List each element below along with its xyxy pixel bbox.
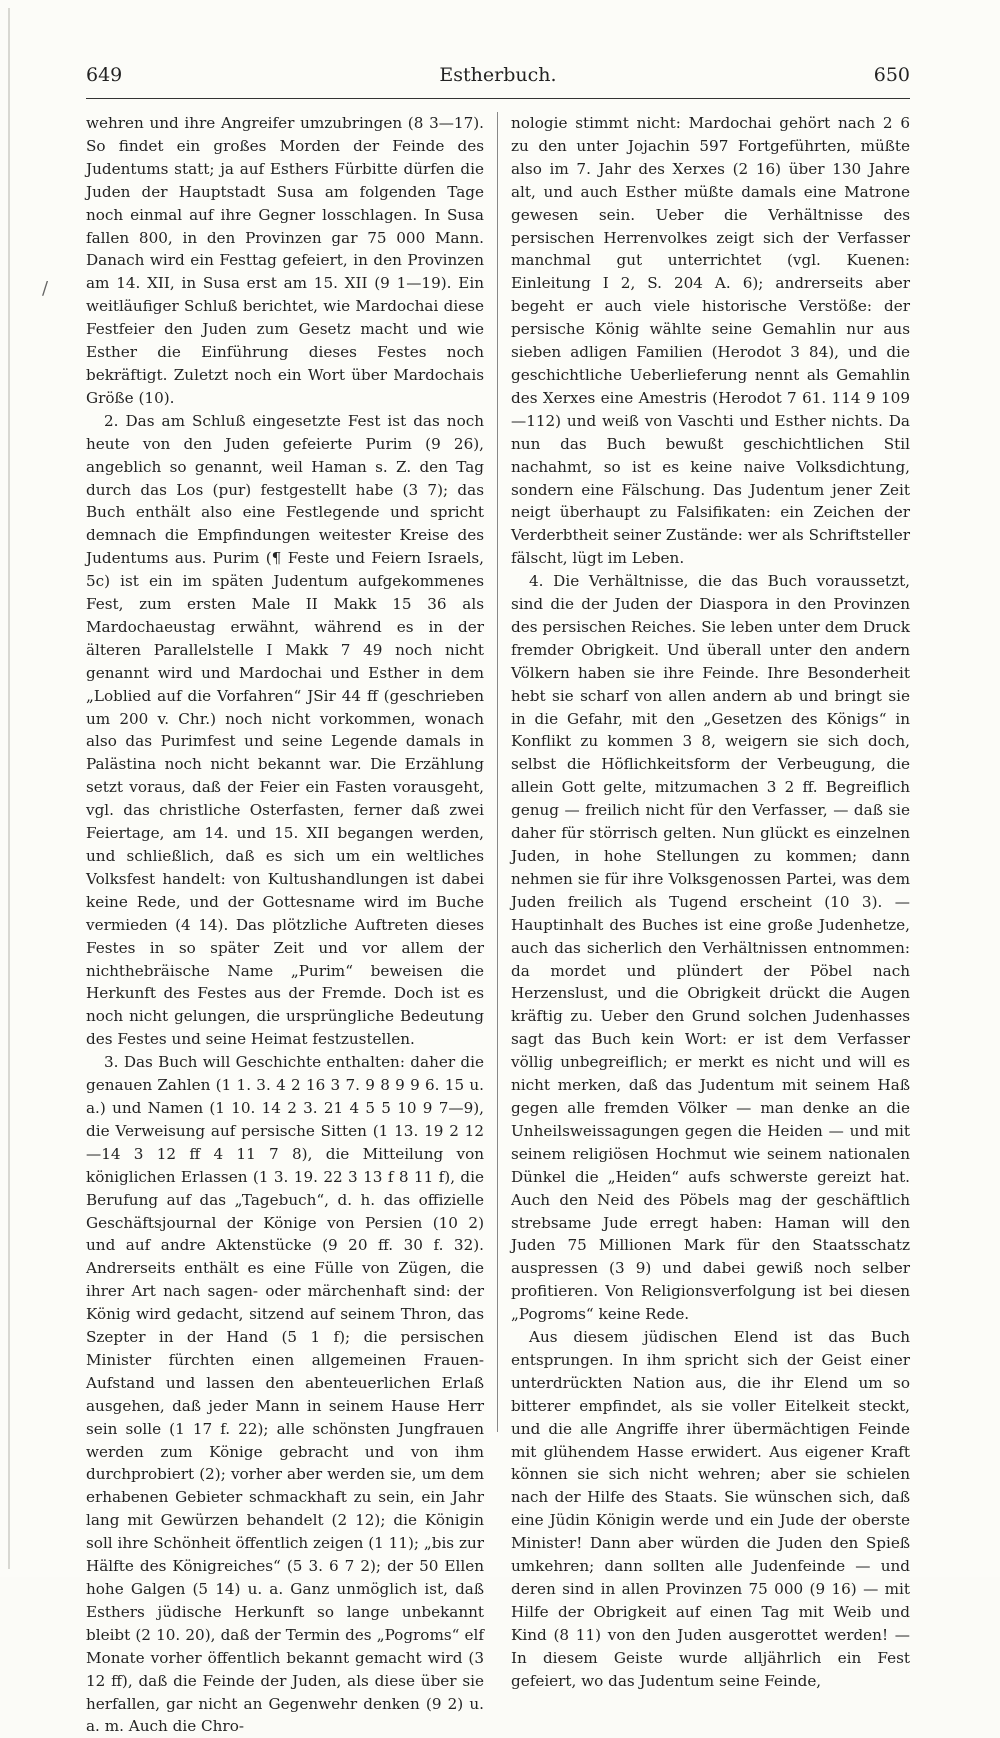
paragraph: wehren und ihre Angreifer umzubringen (8 3—17). So findet ein großes Morden der Feinde des Judentums statt; ja auf Esthers Fürbitte dürfen die Juden der Hauptstadt Susa am folgenden Tage noch einmal auf ihre Gegner losschlagen. In Susa fallen 800, in den Provinzen gar 75 000 Mann. Danach wird ein Festtag gefeiert, in den Provinzen am 14. XII, in Susa erst am 15. XII (9 1—19). Ein weitläufiger Schluß berichtet, wie Mardochai diese Festfeier den Juden zum Gesetz macht und wie Esther die Einführung dieses Festes noch bekräftigt. Zuletzt noch ein Wort über Mardochais Größe (10). — [86, 114, 484, 407]
paragraph: Aus diesem jüdischen Elend ist das Buch entsprungen. In ihm spricht sich der Geist einer unterdrückten Nation aus, die ihr Elend um so bitterer empfindet, als sie voller Eitelkeit steckt, und die alle Angriffe ihrer übermächtigen Feinde mit glühendem Hasse erwidert. Aus eigener Kraft können sie sich nicht wehren; aber sie schielen nach der Hilfe des Staats. Sie wünschen sich, daß eine Jüdin Königin werde und ein Jude der oberste Minister! Dann aber würden die Juden den Spieß umkehren; dann sollten alle Judenfeinde — und deren sind in allen Provinzen 75 000 (9 16) — mit Hilfe der Obrigkeit auf einen Tag mit Weib und Kind (8 11) von den Juden ausgerottet werden! — In diesem Geiste wurde alljährlich ein Fest gefeiert, wo das Judentum seine Feinde, — [511, 1328, 910, 1690]
page-number-right: 650 — [873, 64, 910, 86]
page-number-left: 649 — [86, 64, 123, 86]
paragraph: 2. Das am Schluß eingesetzte Fest ist das noch heute von den Juden gefeierte Purim (9 26), angeblich so genannt, weil Haman s. Z. den Tag durch das Los (pur) festgestellt habe (3 7); das Buch enthält also eine Festlegende und spricht demnach die Empfindungen weitester Kreise des Judentums aus. Purim (¶ Feste und Feiern Israels, 5c) ist ein im späten Judentum aufgekommenes Fest, zum ersten Male II Makk 15 36 als Mardochaeustag erwähnt, während es in der älteren Parallelstelle I Makk 7 49 noch nicht genannt wird und Mardochai und Esther in dem „Loblied auf die Vorfahren“ JSir 44 ff (geschrieben um 200 v. Chr.) noch nicht vorkommen, wonach also das Purimfest und seine Legende damals in Palästina noch nicht bekannt war. Die Erzählung setzt voraus, daß der Feier ein Fasten vorausgeht, vgl. das christliche Osterfasten, ferner daß zwei Feiertage, am 14. und 15. XII begangen werden, und schließlich, daß es sich um ein weltliches Volksfest handelt: von Kultushandlungen ist dabei keine Rede, und der Gottesname wird im Buche vermieden (4 14). Das plötzliche Auftreten dieses Festes in so später Zeit und vor allem der nichthebräische Name „Purim“ beweisen die Herkunft des Festes aus der Fremde. Doch ist es noch nicht gelungen, die ursprüngliche Bedeutung des Festes und seine Heimat festzustellen. — [86, 411, 484, 1049]
column-divider — [497, 112, 498, 1432]
page-header — [86, 58, 910, 99]
paragraph: 4. Die Verhältnisse, die das Buch voraussetzt, sind die der Juden der Diaspora in den Provinzen des persischen Reiches. Sie leben unter dem Druck fremder Obrigkeit. Und überall unter den andern Völkern haben sie ihre Feinde. Ihre Besonderheit hebt sie scharf von allen andern ab und bringt sie in die Gefahr, mit den „Gesetzen des Königs“ in Konflikt zu kommen 3 8, weigern sie sich doch, selbst die Höflichkeitsform der Verbeugung, die allein Gott gelte, mitzumachen 3 2 ff. Begreiflich genug — freilich nicht für den Verfasser, — daß sie daher für störrisch gelten. Nun glückt es einzelnen Juden, in hohe Stellungen zu kommen; dann nehmen sie für ihre Volksgenossen Partei, was dem Juden freilich als Tugend erscheint (10 3). — Hauptinhalt des Buches ist eine große Judenhetze, auch das sicherlich den Verhältnissen entnommen: da mordet und plündert der Pöbel nach Herzenslust, und die Obrigkeit drückt die Augen kräftig zu. Ueber den Grund solchen Judenhasses sagt das Buch kein Wort: er ist dem Verfasser völlig unbegreiflich; er merkt es nicht und will es nicht merken, daß das Judentum mit seinem Haß gegen alle fremden Völker — man denke an die Unheilsweissagungen gegen die Heiden — und mit seinem religiösen Hochmut wie seinem nationalen Dünkel die „Heiden“ aufs schwerste gereizt hat. Auch den Neid des Pöbels mag der geschäftlich strebsame Jude erregt haben: Haman will den Juden 75 Millionen Mark für den Staatsschatz auspressen (3 9) und dabei gewiß noch selber profitieren. Von Religionsverfolgung ist bei diesen „Pogroms“ keine Rede. — [511, 572, 910, 1324]
paragraph: nologie stimmt nicht: Mardochai gehört nach 2 6 zu den unter Jojachin 597 Fortgeführten, müßte also im 7. Jahr des Xerxes (2 16) über 130 Jahre alt, und auch Esther müßte damals eine Matrone gewesen sein. Ueber die Verhältnisse des persischen Herrenvolkes zeigt sich der Verfasser manchmal gut unterrichtet (vgl. Kuenen: Einleitung I 2, S. 204 A. 6); andrerseits aber begeht er auch viele historische Verstöße: der persische König wählte seine Gemahlin nur aus sieben adligen Familien (Herodot 3 84), und die geschichtliche Ueberlieferung nennt als Gemahlin des Xerxes eine Amestris (Herodot 7 61. 114 9 109—112) und weiß von Vaschti und Esther nichts. Da nun das Buch bewußt geschichtlichen Stil nachahmt, so ist es keine naive Volksdichtung, sondern eine Fälschung. Das Judentum jener Zeit neigt überhaupt zu Falsifikaten: ein Zeichen der Verderbtheit seiner Zustände: wer als Schriftsteller fälscht, lügt im Leben. — [511, 114, 910, 568]
paragraph: 3. Das Buch will Geschichte enthalten: daher die genauen Zahlen (1 1. 3. 4 2 16 3 7. 9 8 9 9 6. 15 u. a.) und Namen (1 10. 14 2 3. 21 4 5 5 10 9 7—9), die Verweisung auf persische Sitten (1 13. 19 2 12—14 3 12 ff 4 11 7 8), die Mitteilung von königlichen Erlassen (1 3. 19. 22 3 13 f 8 11 f), die Berufung auf das „Tagebuch“, d. h. das offizielle Geschäftsjournal der Könige von Persien (10 2) und auf andre Aktenstücke (9 20 ff. 30 f. 32). Andrerseits enthält es eine Fülle von Zügen, die ihrer Art nach sagen- oder märchenhaft sind: der König wird gedacht, sitzend auf seinem Thron, das Szepter in der Hand (5 1 f); die persischen Minister fürchten einen allgemeinen Frauen-Aufstand und lassen den abenteuerlichen Erlaß ausgehen, daß jeder Mann in seinem Hause Herr sein solle (1 17 f. 22); alle schönsten Jungfrauen werden zum Könige gebracht und von ihm durchprobiert (2); vorher aber werden sie, um dem erhabenen Gebieter schmackhaft zu sein, ein Jahr lang mit Gewürzen behandelt (2 12); die Königin soll ihre Schönheit öffentlich zeigen (1 11); „bis zur Hälfte des Königreiches“ (5 3. 6 7 2); der 50 Ellen hohe Galgen (5 14) u. a. Ganz unmöglich ist, daß Esthers jüdische Herkunft so lange unbekannt bleibt (2 10. 20), daß der Termin des „Pogroms“ elf Monate vorher öffentlich bekannt gemacht wird (3 12 ff), daß die Feinde der Juden, als diese über sie herfallen, gar nicht an Gegenwehr denken (9 2) u. a. m. Auch die Chro- — [86, 1053, 484, 1736]
margin-mark: / — [42, 278, 49, 299]
running-title: Estherbuch. — [439, 64, 557, 86]
right-column — [511, 112, 910, 1693]
left-column — [86, 112, 484, 1738]
